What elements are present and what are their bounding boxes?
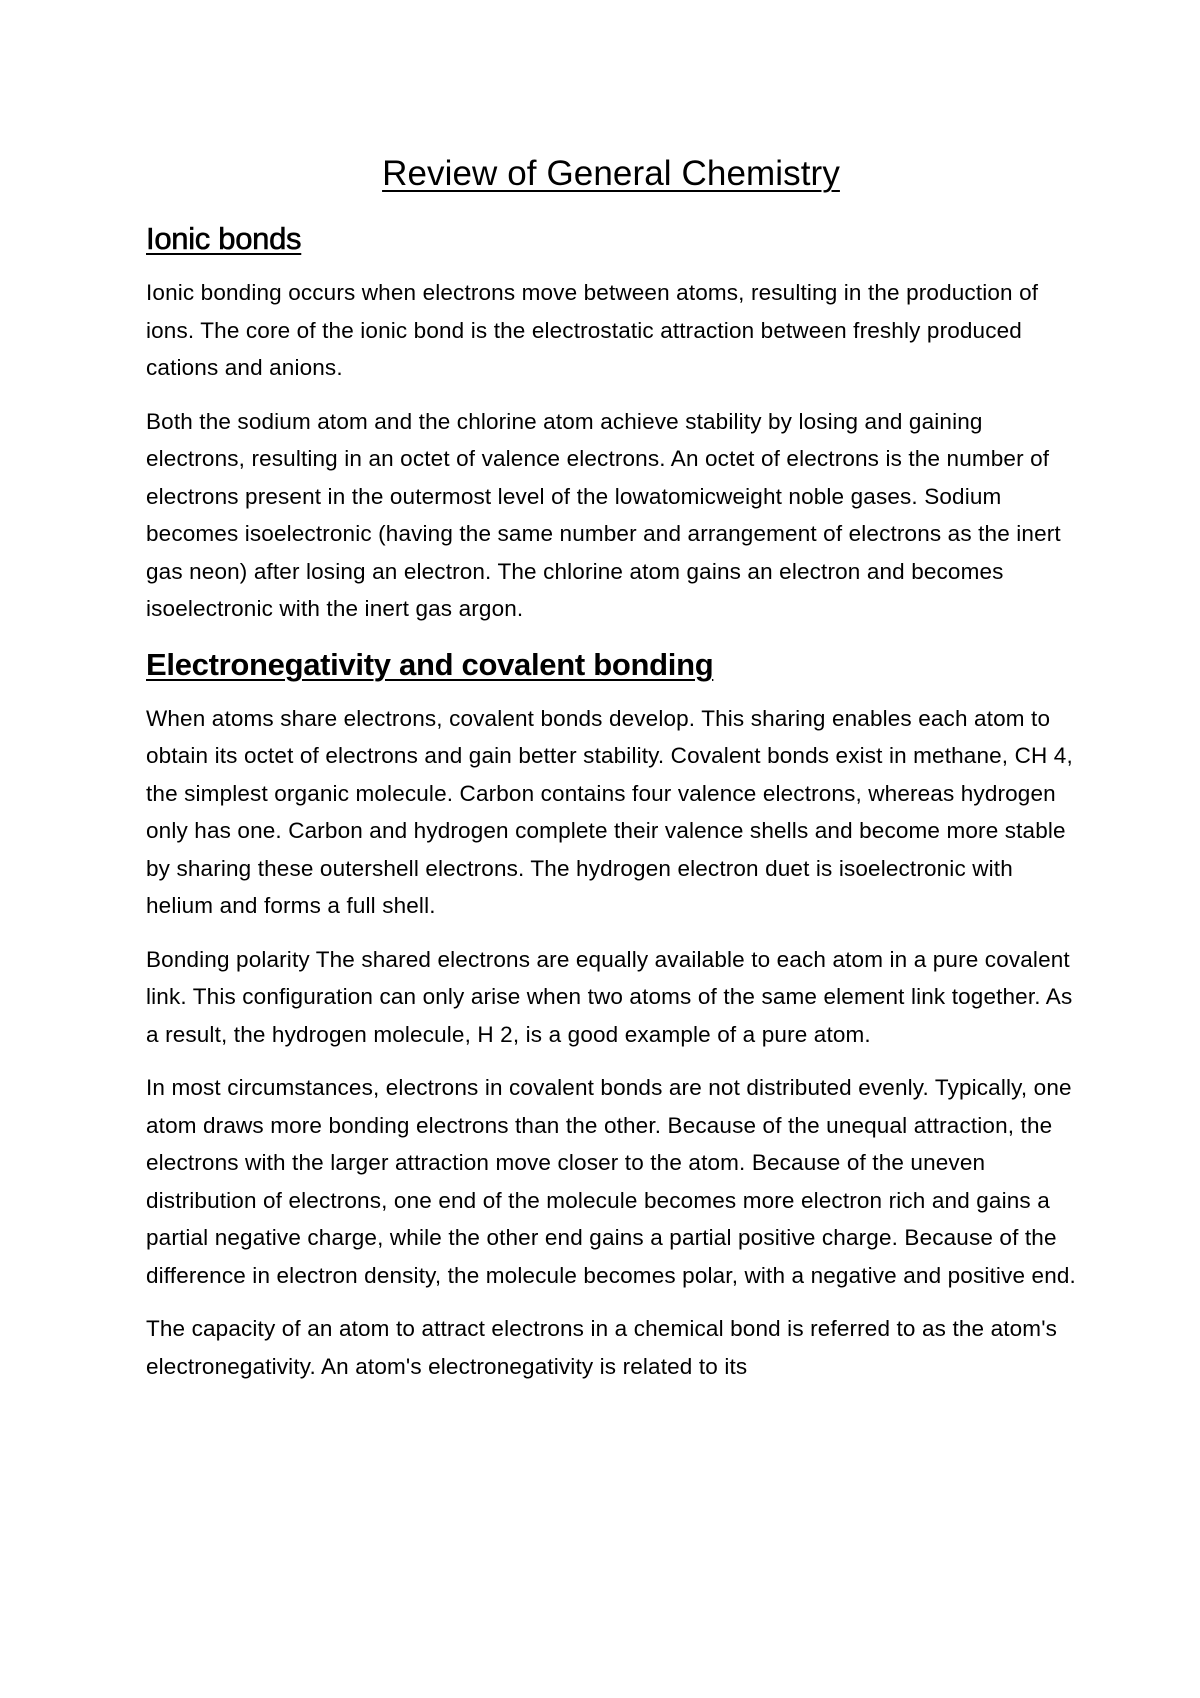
paragraph: Ionic bonding occurs when electrons move between atoms, resulting in the production of ions. The core of the ionic bond is the electrostatic attraction between freshly produced cations and anions.: [146, 280, 1039, 380]
document-title: Review of General Chemistry: [382, 154, 840, 193]
section-heading: Ionic bonds: [146, 221, 302, 256]
paragraph: In most circumstances, electrons in covalent bonds are not distributed evenly. Typically, one atom draws more bonding electrons than the other. Because of the unequal attraction, the electrons with the larger attraction move closer to the atom. Because of the uneven distribution of electrons, one end of the molecule becomes more electron rich and gains a partial negative charge, while the other end gains a partial positive charge. Because of the difference in electron density, the molecule becomes polar, with a negative and positive end.: [146, 1075, 1076, 1288]
paragraph: Both the sodium atom and the chlorine atom achieve stability by losing and gaining electrons, resulting in an octet of valence electrons. An octet of electrons is the number of electrons present in the outermost level of the lowatomicweight noble gases. Sodium becomes isoelectronic (having the same number and arrangement of electrons as the inert gas neon) after losing an electron. The chlorine atom gains an electron and becomes isoelectronic with the inert gas argon.: [146, 408, 1061, 621]
section-ionic-bonds: [146, 218, 1076, 628]
paragraph: Bonding polarity The shared electrons are equally available to each atom in a pure covalent link. This configuration can only arise when two atoms of the same element link together. As a result, the hydrogen molecule, H 2, is a good example of a pure atom.: [146, 946, 1073, 1047]
document-page: [146, 150, 1076, 1401]
section-electronegativity-covalent-bonding: [146, 644, 1076, 1386]
paragraph: The capacity of an atom to attract electrons in a chemical bond is referred to as the atom's electronegativity. An atom's electronegativity is related to its: [146, 1316, 1058, 1379]
paragraph: When atoms share electrons, covalent bonds develop. This sharing enables each atom to obtain its octet of electrons and gain better stability. Covalent bonds exist in methane, CH 4, the simplest organic molecule. Carbon contains four valence electrons, whereas hydrogen only has one. Carbon and hydrogen complete their valence shells and become more stable by sharing these outershell electrons. The hydrogen electron duet is isoelectronic with helium and forms a full shell.: [146, 705, 1073, 918]
section-heading: Electronegativity and covalent bonding: [146, 646, 714, 682]
